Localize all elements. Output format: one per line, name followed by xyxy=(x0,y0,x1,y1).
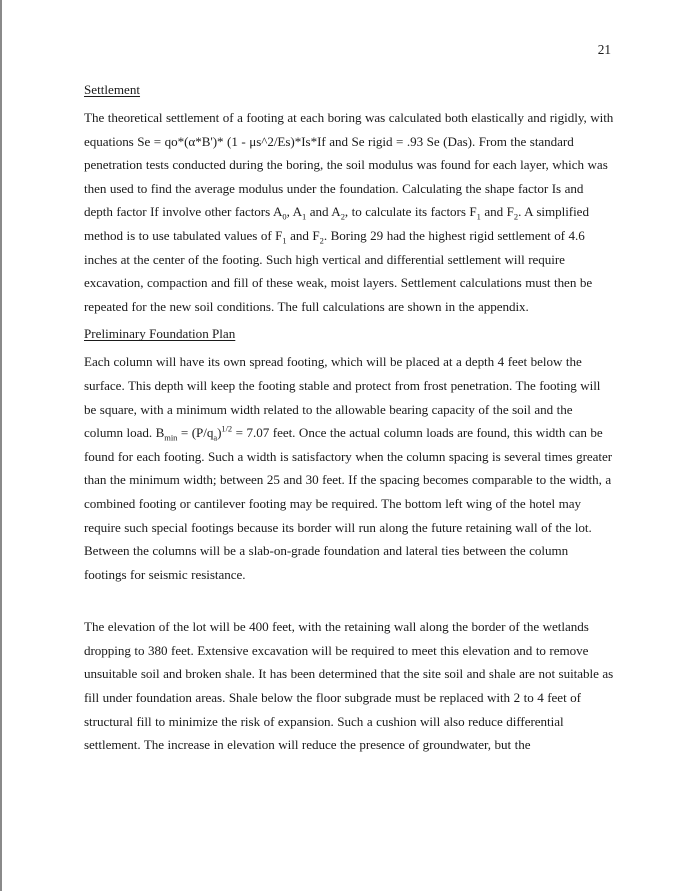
text-run: . Boring 29 had the highest rigid settlement of 4.6 inches at the center of the footing. Such high vertical and differential settlement will require excavation, compaction and fill of these weak, moist layers. Settlement calculations must then be repeated for the new soil conditions. The full calculations are shown in the appendix. xyxy=(84,227,593,314)
subscript: 2 xyxy=(340,211,345,222)
subscript: min xyxy=(164,432,178,443)
text-run: and A xyxy=(306,204,341,220)
subscript: 1 xyxy=(302,211,307,222)
text-run: and F xyxy=(286,227,320,243)
superscript: 1/2 xyxy=(221,423,233,434)
subscript: 0 xyxy=(282,211,287,222)
section-heading-foundation-plan: Preliminary Foundation Plan xyxy=(84,326,236,342)
text-run: and F xyxy=(480,204,514,220)
page-number: 21 xyxy=(597,42,611,57)
text-run: . A simplified method is to use tabulated values of F xyxy=(84,204,589,243)
paragraph-settlement xyxy=(84,106,614,318)
text-run: Each column will have its own spread footing, which will be placed at a depth 4 feet below the surface. This depth will keep the footing stable and protect from frost penetration. The footing will be square, with a minimum width related to the allowable bearing capacity of the soil and the column load. B xyxy=(84,354,601,441)
section-heading-settlement: Settlement xyxy=(84,82,141,97)
subscript: a xyxy=(213,432,218,443)
paragraph-spacer xyxy=(84,592,614,615)
subscript: 2 xyxy=(513,211,519,222)
page-content xyxy=(84,80,614,763)
text-run: = 7.07 feet. Once the actual column loads are found, this width can be found for each footing. Such a width is satisfactory when the column spacing is several times greater than the minimum width; between 25 and 30 feet. If the spacing becomes comparable to the width, a combined footing or cantilever footing may be required. The bottom left wing of the hotel may require such special footings because its border will run along the future retaining wall of the lot. Between the columns will be a slab-on-grade foundation and lateral ties between the column footings for seismic resistance. xyxy=(84,425,613,582)
text-run: The theoretical settlement of a footing at each boring was calculated both elastically and rigidly, with equations Se = qo*(α*B')* (1 - μs^2/Es)*Is*If and Se rigid = .93 Se (Das). From the standard penetration tests conducted during the boring, the soil modulus was found for each layer, which was then used to find the average modulus under the foundation. Calculating the shape factor Is and depth factor If involve other factors A xyxy=(84,110,614,220)
subscript: 1 xyxy=(476,211,481,222)
text-run: , to calculate its factors F xyxy=(344,204,477,220)
paragraph-foundation-plan-2: The elevation of the lot will be 400 feet, with the retaining wall along the border of the wetlands dropping to 380 feet. Extensive excavation will be required to meet this elevation and to remove unsuitable soil and broken shale. It has been determined that the site soil and shale are not suitable as fill under foundation areas. Shale below the floor subgrade must be replaced with 2 to 4 feet of structural fill to minimize the risk of expansion. Such a cushion will also reduce differential settlement. The increase in elevation will reduce the presence of groundwater, but the xyxy=(84,619,614,753)
paragraph-foundation-plan-1 xyxy=(84,350,614,586)
subscript: 1 xyxy=(282,235,287,246)
text-run: , A xyxy=(286,204,303,220)
subscript: 2 xyxy=(319,235,324,246)
text-run: = (P/q xyxy=(177,425,214,441)
text-run: ) xyxy=(217,425,222,441)
